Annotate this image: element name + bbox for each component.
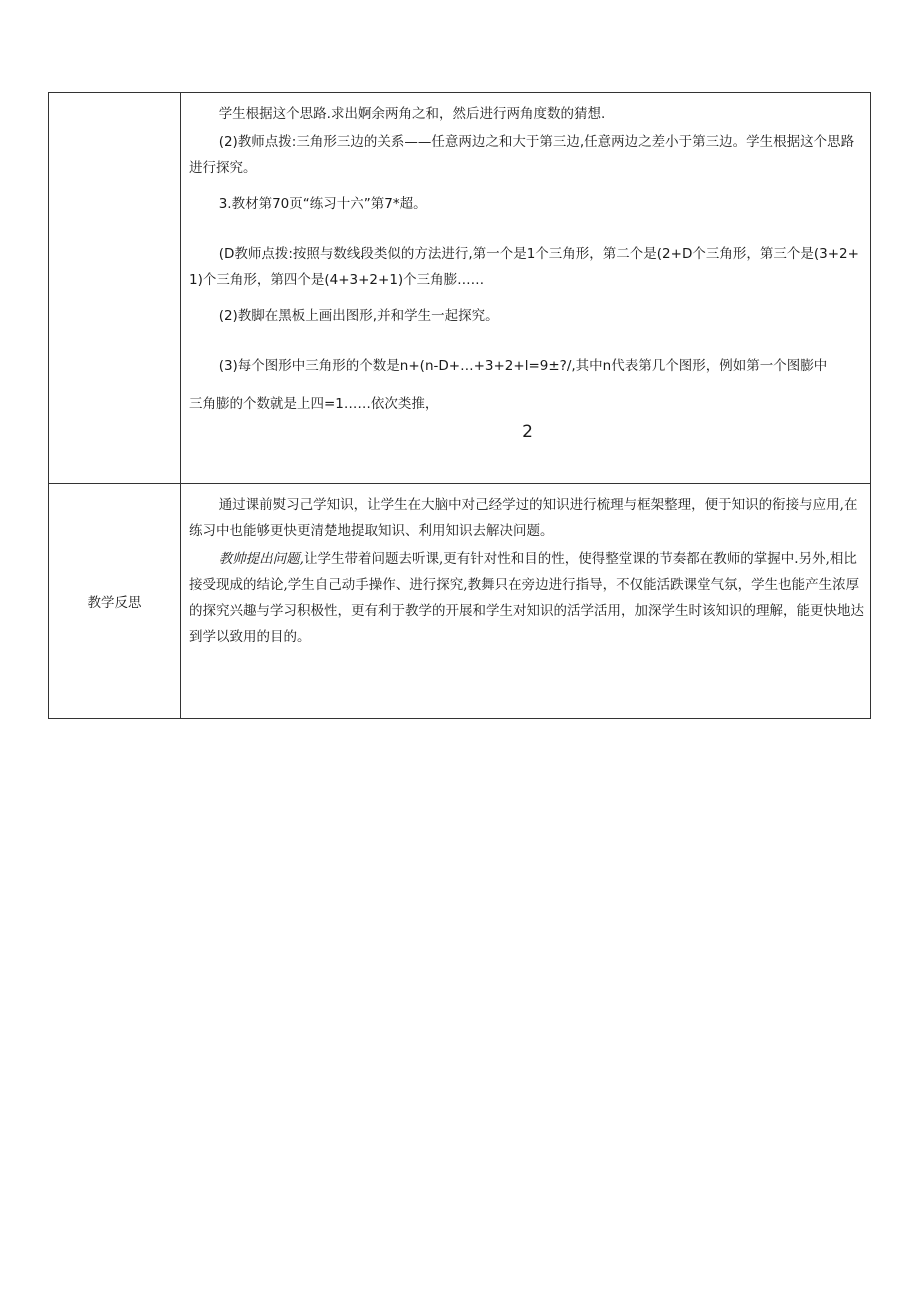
table-row bbox=[49, 484, 871, 719]
lesson-table bbox=[48, 92, 871, 719]
paragraph: 3.教材第70页“练习十六”第7*超。 bbox=[218, 196, 427, 212]
paragraph: (D教师点拨:按照与数线段类似的方法进行,第一个是1个三角形，第二个是(2+D个三角形，第三个是(3+2+1)个三角形，第四个是(4+3+2+1)个三角膨…… bbox=[189, 246, 859, 288]
paragraph: (3)每个图形中三角形的个数是n+(n-D+…+3+2+l=9±?/,其中n代表第几个图形，例如第一个图膨中 bbox=[218, 358, 828, 374]
paragraph: (2)教师点拨:三角形三边的关系——任意两边之和大于第三边,任意两边之差小于第三边。学生根据这个思路进行探究。 bbox=[189, 134, 855, 176]
paragraph: 通过课前熨习己学知识，让学生在大脑中对己经学过的知识进行梳理与框架整理，便于知识的衔接与应用,在练习中也能够更快更清楚地提取知识、利用知识去解决问题。 bbox=[189, 497, 858, 539]
paragraph: (2)教脚在黑板上画出图形,并和学生一起探究。 bbox=[218, 308, 499, 324]
paragraph bbox=[189, 546, 866, 650]
row-label-reflection: 教学反思 bbox=[49, 484, 181, 719]
reflection-content bbox=[181, 484, 871, 719]
table-row bbox=[49, 93, 871, 484]
page-number: 2 bbox=[522, 422, 533, 442]
activity-content bbox=[181, 93, 871, 484]
italic-lead: 教帅提出问题, bbox=[218, 551, 304, 567]
paragraph-rest: 让学生带着问题去听课,更有针对性和目的性，使得整堂课的节奏都在教师的掌握中.另外,相比接受现成的结论,学生自己动手操作、进行探究,教舞只在旁边进行指导，不仅能活跌课堂气氛，学生也能产生浓厚的探究兴趣与学习积极性，更有利于教学的开展和学生对知识的活学活用，加深学生时该知识的理解，能更快地达到学以致用的目的。 bbox=[189, 551, 864, 645]
paragraph: 三角膨的个数就是上四=1……依次类推， bbox=[189, 396, 439, 412]
paragraph: 学生根据这个思路.求出婀余两角之和，然后进行两角度数的猜想. bbox=[218, 106, 606, 122]
row-label-empty bbox=[49, 93, 181, 484]
